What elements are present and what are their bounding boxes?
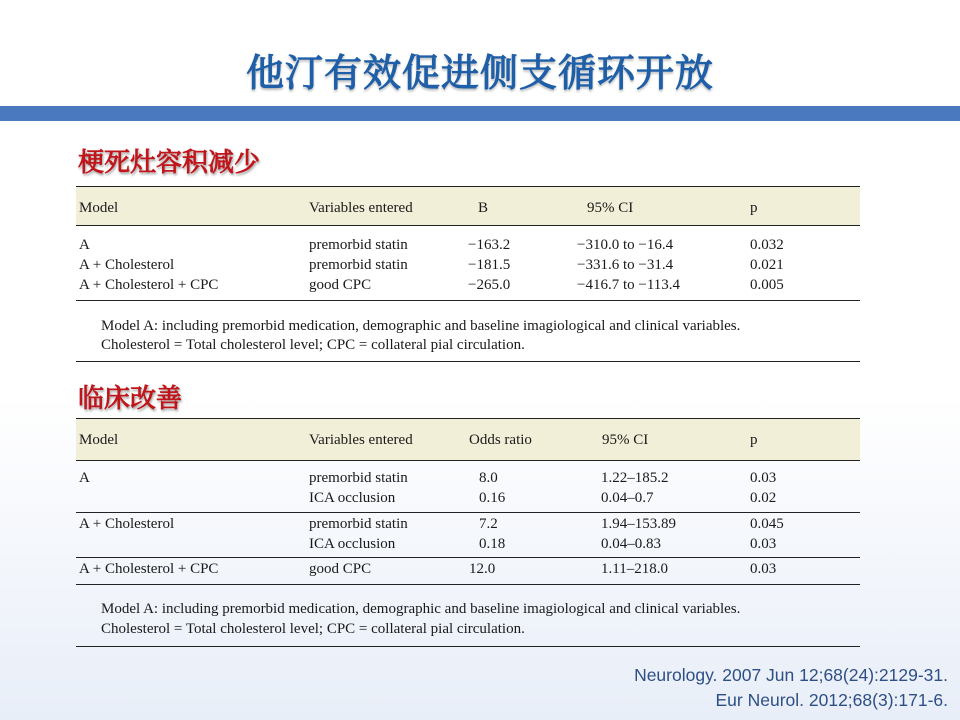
table1-cell-p: 0.021 (750, 257, 784, 273)
table1-cell-ci: −310.0 to −16.4 (577, 237, 674, 253)
table2-cell-p: 0.02 (750, 490, 777, 506)
table1-header (76, 186, 860, 226)
slide-title: 他汀有效促进侧支循环开放 (245, 51, 714, 95)
table2-cell-variable: premorbid statin (309, 470, 408, 486)
table1-note-1: Model A: including premorbid medication, demographic and baseline imagiological and clinical variables. (101, 318, 741, 334)
table1-cell-variable: good CPC (309, 277, 372, 293)
table2-header (76, 418, 860, 461)
table2-cell-p: 0.045 (750, 516, 784, 532)
table2-bottom-rule (76, 646, 860, 647)
table2-header-ci: 95% CI (602, 432, 649, 448)
table2-note-1: Model A: including premorbid medication, demographic and baseline imagiological and clinical variables. (101, 601, 741, 617)
table2-cell-ci: 0.04–0.7 (601, 490, 654, 506)
reference-eur-neurol: Eur Neurol. 2012;68(3):171-6. (715, 690, 948, 710)
table2-cell-p: 0.03 (750, 561, 777, 577)
reference-neurology: Neurology. 2007 Jun 12;68(24):2129-31. (634, 665, 948, 685)
table2-body-rule (76, 584, 860, 585)
table2-header-variables: Variables entered (309, 432, 413, 448)
table2-cell-odds: 12.0 (469, 561, 496, 577)
table2-cell-odds: 0.18 (479, 536, 506, 552)
table1-cell-p: 0.005 (750, 277, 784, 293)
title-divider-bar (0, 106, 960, 121)
table2-cell-variable: good CPC (309, 561, 372, 577)
table2-cell-p: 0.03 (750, 470, 777, 486)
table2-cell-ci: 0.04–0.83 (601, 536, 661, 552)
table1-cell-variable: premorbid statin (309, 257, 408, 273)
table1-cell-model: A (79, 237, 90, 253)
table2-cell-odds: 7.2 (479, 516, 498, 532)
table1-header-b: B (478, 200, 489, 216)
table2-cell-model: A + Cholesterol + CPC (79, 561, 219, 577)
table1-cell-model: A + Cholesterol (79, 257, 175, 273)
table1-cell-b: −163.2 (468, 237, 511, 253)
table2-header-odds: Odds ratio (469, 432, 532, 448)
table2-cell-variable: ICA occlusion (309, 490, 396, 506)
table1-note-2: Cholesterol = Total cholesterol level; CPC = collateral pial circulation. (101, 337, 525, 353)
table2-cell-model: A (79, 470, 90, 486)
table2-cell-p: 0.03 (750, 536, 777, 552)
table2-cell-odds: 8.0 (479, 470, 498, 486)
table1-bottom-rule (76, 361, 860, 362)
table1-header-ci: 95% CI (587, 200, 634, 216)
table2-group-rule (76, 557, 860, 558)
table1-header-variables: Variables entered (309, 200, 413, 216)
table2-header-model: Model (79, 432, 119, 448)
table1-cell-b: −181.5 (468, 257, 511, 273)
table2-header-p: p (750, 432, 758, 448)
table1-cell-ci: −331.6 to −31.4 (577, 257, 674, 273)
table1-cell-variable: premorbid statin (309, 237, 408, 253)
table2-cell-ci: 1.22–185.2 (601, 470, 669, 486)
table2-cell-ci: 1.11–218.0 (601, 561, 668, 577)
table1-header-model: Model (79, 200, 119, 216)
table2-cell-odds: 0.16 (479, 490, 506, 506)
table1-cell-p: 0.032 (750, 237, 784, 253)
table2-group-rule (76, 512, 860, 513)
table2-cell-ci: 1.94–153.89 (601, 516, 676, 532)
table1-cell-model: A + Cholesterol + CPC (79, 277, 219, 293)
table2-cell-variable: ICA occlusion (309, 536, 396, 552)
table2-cell-model: A + Cholesterol (79, 516, 175, 532)
table1-cell-b: −265.0 (468, 277, 511, 293)
table2-note-2: Cholesterol = Total cholesterol level; CPC = collateral pial circulation. (101, 621, 525, 637)
table2-cell-variable: premorbid statin (309, 516, 408, 532)
table1-cell-ci: −416.7 to −113.4 (577, 277, 681, 293)
heading-infarct-volume: 梗死灶容积减少 (78, 148, 261, 178)
table1-body-rule (76, 300, 860, 301)
heading-clinical-improvement: 临床改善 (78, 384, 183, 414)
table1-header-p: p (750, 200, 758, 216)
